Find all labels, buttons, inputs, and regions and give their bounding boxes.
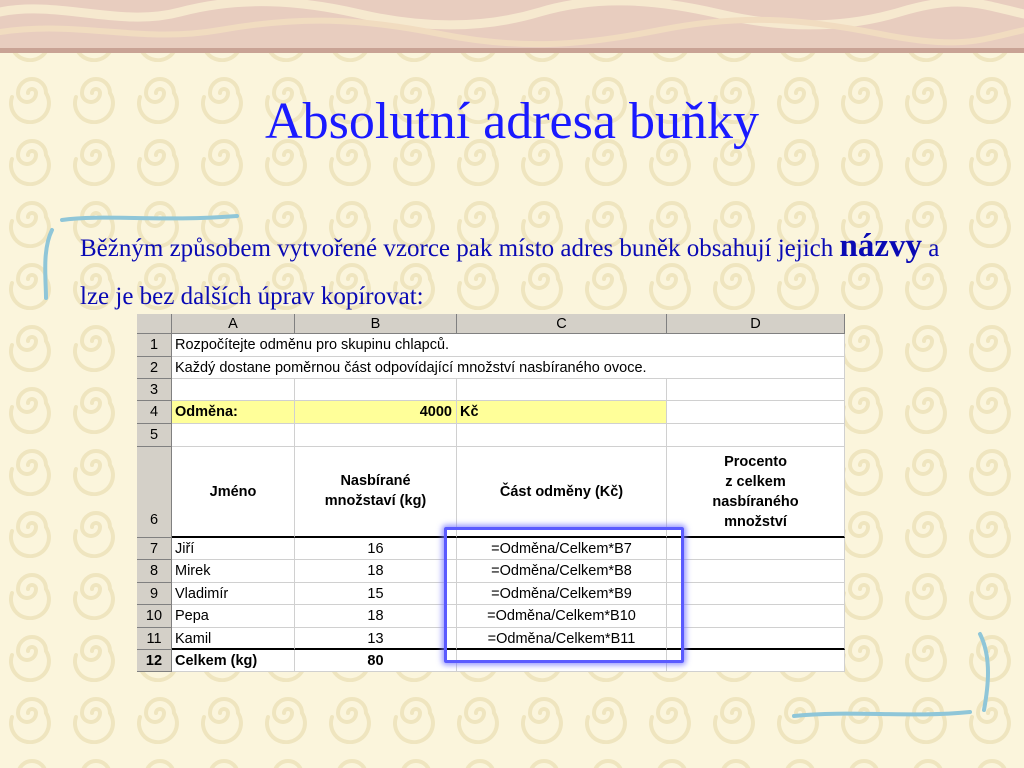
cell-amount-pepa: 18 — [295, 605, 457, 628]
cell-a3 — [172, 379, 295, 401]
cell-a4-reward-label: Odměna: — [172, 401, 295, 424]
top-decorative-band — [0, 0, 1024, 55]
header-amount-line2: množstaví (kg) — [324, 493, 427, 509]
row-header-1: 1 — [137, 334, 172, 357]
row-header-7: 7 — [137, 538, 172, 560]
cell-amount-vladimir: 15 — [295, 583, 457, 605]
header-cell-share — [457, 447, 667, 538]
corner-header — [137, 314, 172, 334]
row-header-10: 10 — [137, 605, 172, 628]
row-header-6: 6 — [137, 447, 172, 538]
cell-total-d — [667, 650, 845, 672]
cell-a5 — [172, 424, 295, 447]
row-header-2: 2 — [137, 357, 172, 379]
header-percent-line1: Procento — [724, 454, 787, 470]
row-header-11: 11 — [137, 628, 172, 650]
cell-percent-pepa — [667, 605, 845, 628]
slide-body-text — [80, 222, 940, 321]
header-share-text: Část odměny (Kč) — [499, 484, 624, 500]
cell-formula-mirek: =Odměna/Celkem*B8 — [457, 560, 667, 583]
row-header-4: 4 — [137, 401, 172, 424]
header-percent-line2: z celkem — [725, 474, 786, 490]
header-percent-line3: nasbíraného — [712, 494, 799, 510]
cell-percent-kamil — [667, 628, 845, 650]
cell-name-mirek: Mirek — [172, 560, 295, 583]
column-header-d: D — [667, 314, 845, 334]
header-cell-percent — [667, 447, 845, 538]
body-text-bold-word: názvy — [839, 228, 923, 264]
cell-total-label: Celkem (kg) — [172, 650, 295, 672]
cell-c5 — [457, 424, 667, 447]
cell-b4-reward-value: 4000 — [295, 401, 457, 424]
cell-total-value: 80 — [295, 650, 457, 672]
column-header-b: B — [295, 314, 457, 334]
cell-name-kamil: Kamil — [172, 628, 295, 650]
column-header-c: C — [457, 314, 667, 334]
row-header-12: 12 — [137, 650, 172, 672]
header-cell-name — [172, 447, 295, 538]
cell-percent-mirek — [667, 560, 845, 583]
cell-formula-jiri: =Odměna/Celkem*B7 — [457, 538, 667, 560]
cell-c4-reward-unit: Kč — [457, 401, 667, 424]
cell-d5 — [667, 424, 845, 447]
cell-amount-jiri: 16 — [295, 538, 457, 560]
cell-amount-mirek: 18 — [295, 560, 457, 583]
cell-b5 — [295, 424, 457, 447]
cell-formula-pepa: =Odměna/Celkem*B10 — [457, 605, 667, 628]
row-header-8: 8 — [137, 560, 172, 583]
cell-amount-kamil: 13 — [295, 628, 457, 650]
cell-percent-vladimir — [667, 583, 845, 605]
cell-formula-vladimir: =Odměna/Celkem*B9 — [457, 583, 667, 605]
cell-name-pepa: Pepa — [172, 605, 295, 628]
header-name-text: Jméno — [209, 484, 257, 500]
column-header-a: A — [172, 314, 295, 334]
body-text-part1: Běžným způsobem vytvořené vzorce pak místo adres buněk obsahují jejich — [80, 235, 840, 262]
row-header-5: 5 — [137, 424, 172, 447]
header-amount-line1: Nasbírané — [340, 473, 411, 489]
header-cell-amount — [295, 447, 457, 538]
row-header-3: 3 — [137, 379, 172, 401]
cell-d4 — [667, 401, 845, 424]
cell-a2: Každý dostane poměrnou část odpovídající množství nasbíraného ovoce. — [172, 357, 845, 379]
formula-highlight-box — [444, 527, 684, 663]
row-header-9: 9 — [137, 583, 172, 605]
header-percent-line4: množství — [724, 514, 787, 530]
slide-title: Absolutní adresa buňky — [265, 93, 759, 150]
body-text-part2: a lze je bez dalších úprav kopírovat: — [80, 235, 940, 310]
cell-c3 — [457, 379, 667, 401]
cell-d3 — [667, 379, 845, 401]
cell-name-jiri: Jiří — [172, 538, 295, 560]
cell-percent-jiri — [667, 538, 845, 560]
cell-name-vladimir: Vladimír — [172, 583, 295, 605]
cell-formula-kamil: =Odměna/Celkem*B11 — [457, 628, 667, 650]
cell-a1: Rozpočítejte odměnu pro skupinu chlapců. — [172, 334, 845, 357]
cell-b3 — [295, 379, 457, 401]
